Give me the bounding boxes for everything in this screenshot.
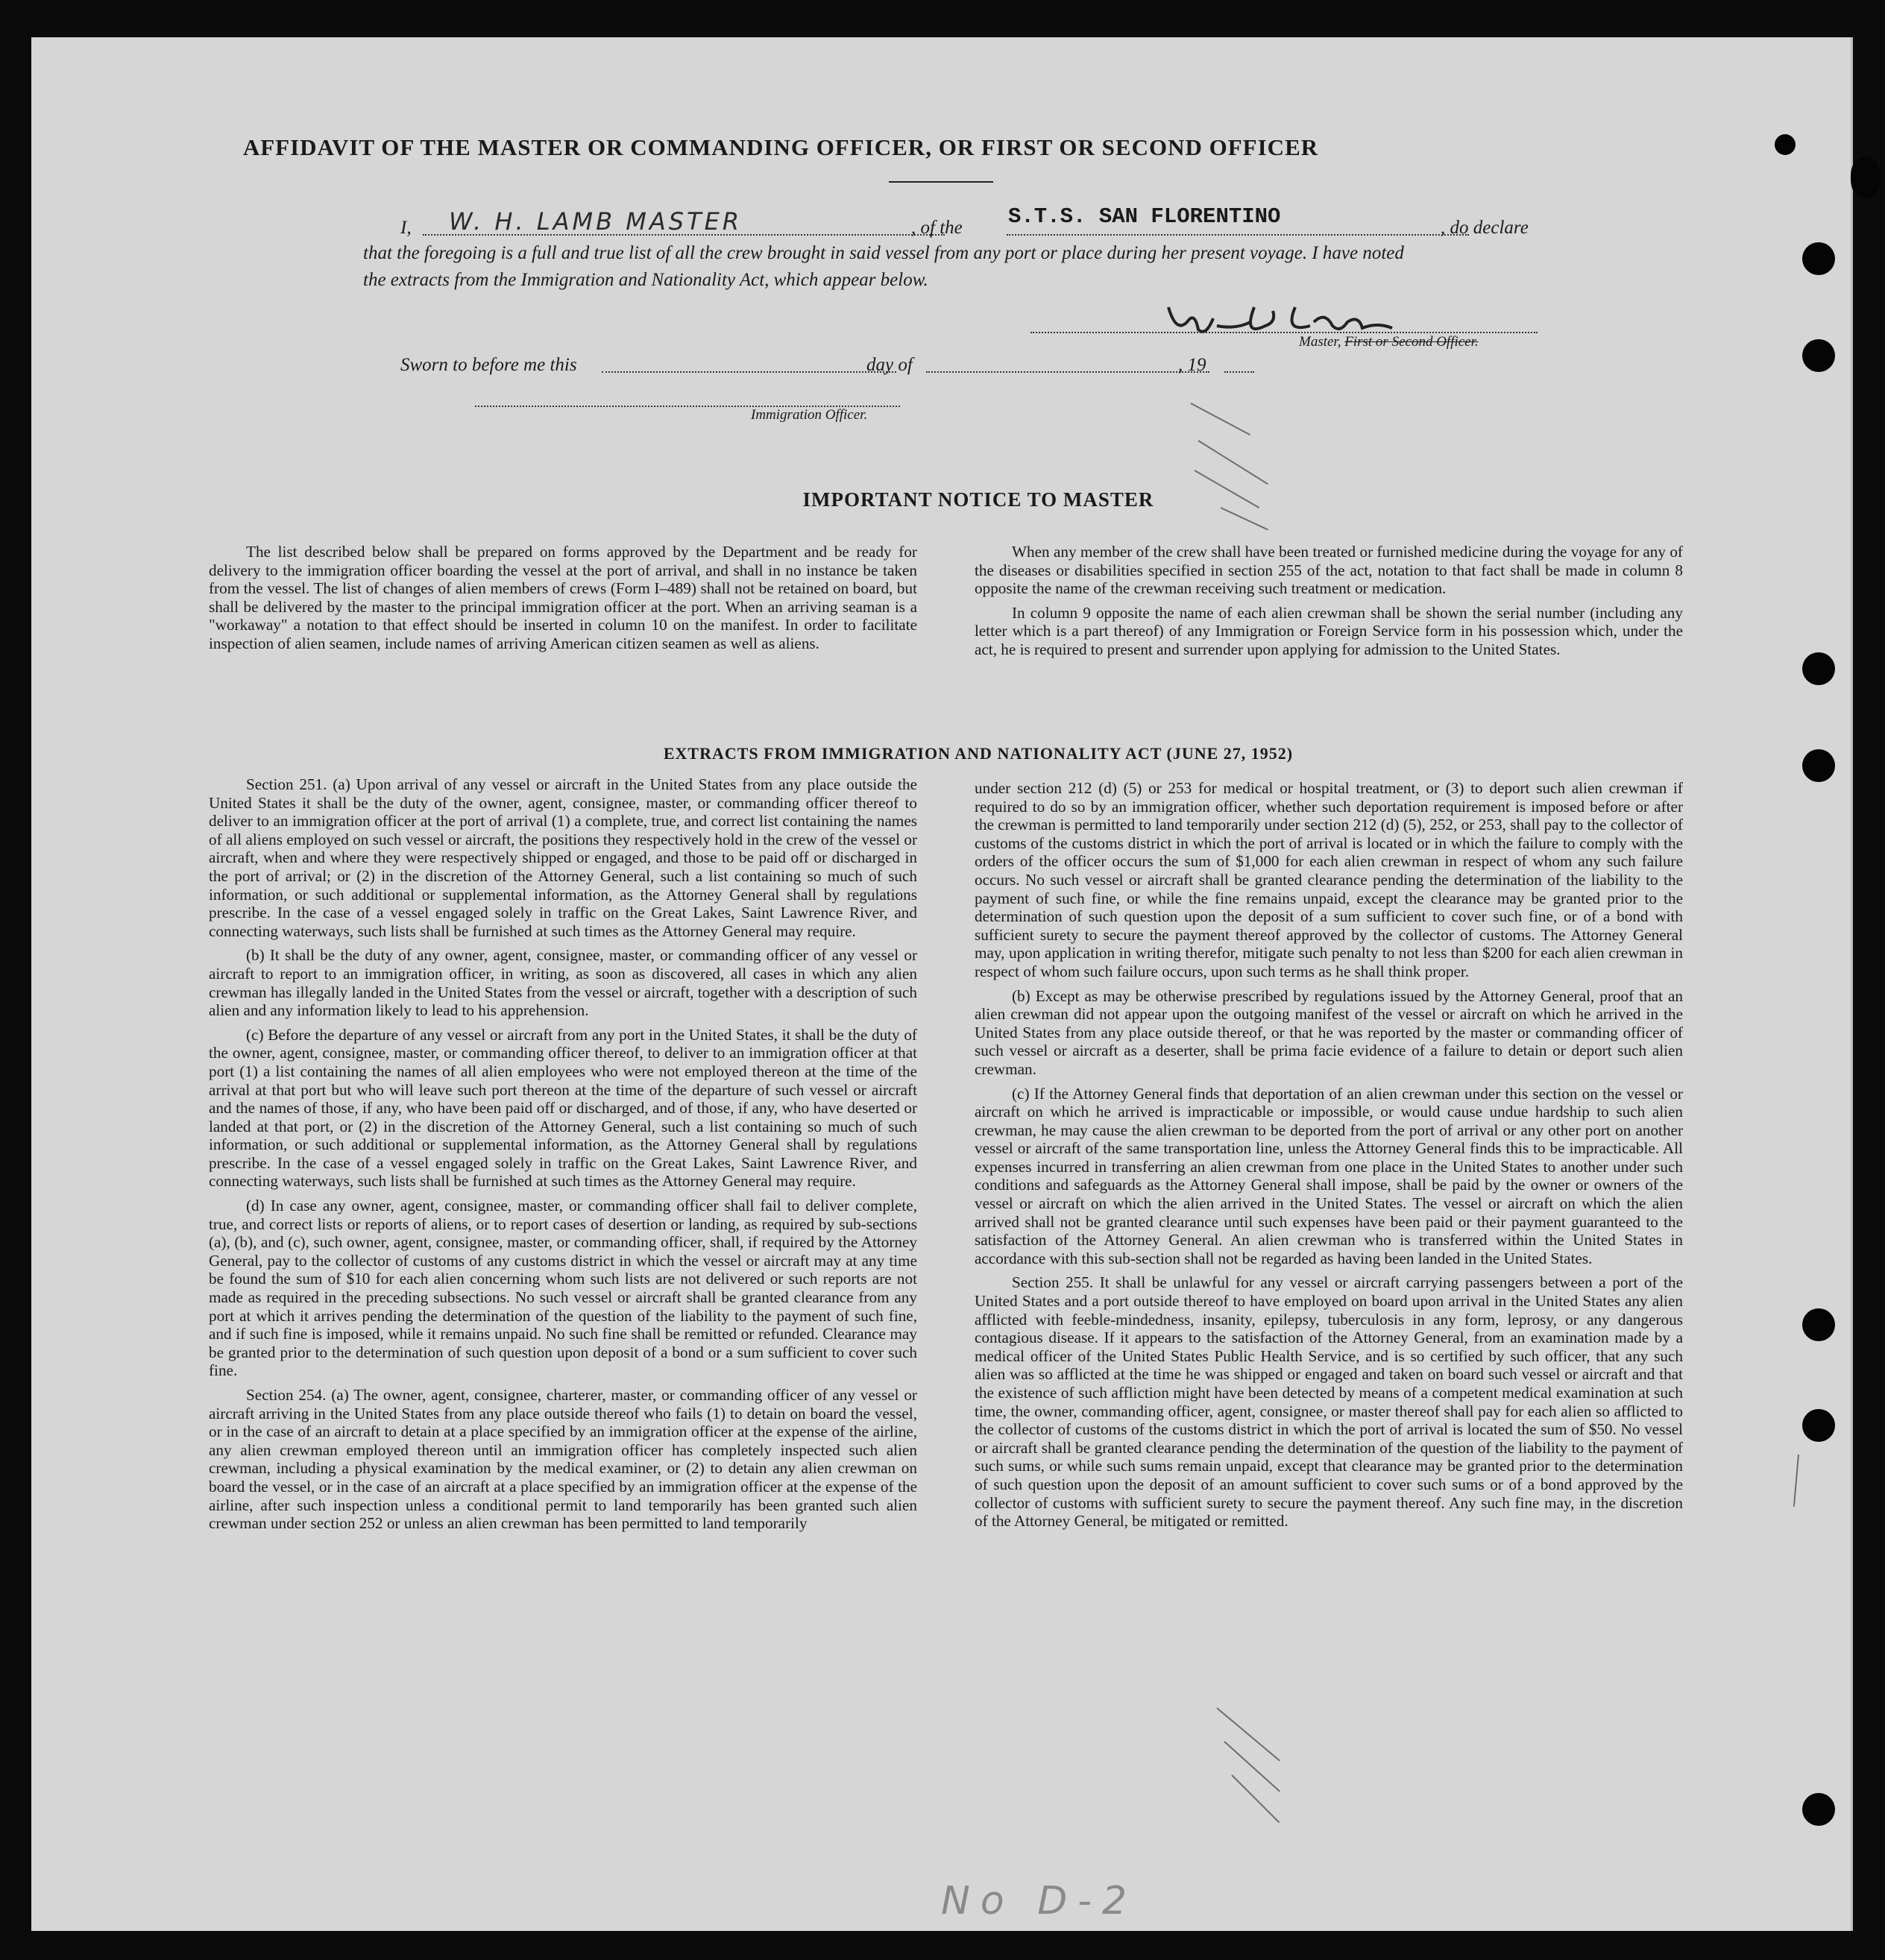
section-251-d: (d) In case any owner, agent, consignee, master, or commanding officer shall fail to deliver complete, true, and correct lists or reports of aliens, or to report cases of desertion or landing, as required by sub-sections (a), (b), and (c), such owner, agent, consignee, master, or commanding officer, shall, if required by the Attorney General, pay to the collector of customs of any customs district in which the vessel or aircraft may at any time be found the sum of $10 for each alien concerning whom such lists are not delivered or such reports are not made as required in the preceding subsections. No such vessel or aircraft shall be granted clearance from any port at which it arrives pending the determination of the question of the liability to the payment of such fine, and if such fine is imposed, while it remains unpaid. No such fine shall be remitted or refunded. Clearance may be granted prior to the determination of such question upon deposit of a bond or a sum sufficient to cover such fine. (209, 1197, 917, 1380)
master-name-handwritten: W. H. LAMB MASTER (449, 207, 743, 236)
of-the-text: , of the (911, 218, 963, 238)
notice-left-paragraph: The list described below shall be prepared on forms approved by the Department and be ready for delivery to the immigration officer boarding the vessel at the port of arrival, and shall in no instance be taken from the vessel. The list of changes of alien members of crews (Form I–489) shall not be retained on board, but shall be delivered by the master to the principal immigration officer at the port. When an arriving seaman is a "workaway" a notation to that effect should be inserted in column 10 on the manifest. In order to facilitate inspection of alien seamen, include names of arriving American citizen seamen as well as aliens. (209, 543, 917, 652)
section-255: Section 255. It shall be unlawful for any vessel or aircraft carrying passengers between a port of the United States and a port outside thereof to have employed on board upon arrival in the United States any alien afflicted with feeble-mindedness, insanity, epilepsy, tuberculosis in any form, leprosy, or any dangerous contagious disease. If it appears to the satisfaction of the Attorney General, from an examination made by a medical officer of the United States Public Health Service, and is so certified by such officer, that any such alien was so afflicted at the time he was shipped or engaged and taken on board such vessel or aircraft and that the existence of such affliction might have been detected by means of a competent medical examination at such time, the owner, commanding officer, agent, consignee, or master thereof shall pay for each alien so afflicted to the collector of customs of the customs district in which the port of arrival is located the sum of $50. No vessel or aircraft shall be granted clearance pending the determination of the question of the liability to the payment of such sums, or while such sums remain unpaid, except that clearance may be granted prior to the determination of such question upon the deposit of an amount sufficient to cover such sums or of a bond approved by the collector of customs with sufficient surety to secure the payment thereof. Any such fine may, in the discretion of the Attorney General, be mitigated or remitted. (975, 1273, 1683, 1531)
sworn-label: Sworn to before me this (400, 355, 577, 375)
notice-right-paragraph-2: In column 9 opposite the name of each alien crewman shall be shown the serial number (including any letter which is a part thereof) of any Immigration or Foreign Service form in his possession which, under the act, he is required to present and surrender upon applying for admission to the United States. (975, 603, 1683, 658)
do-declare-text: , do declare (1441, 218, 1529, 238)
punch-hole (1802, 339, 1835, 372)
signature-caption: Master, First or Second Officer. (1299, 334, 1479, 350)
pencil-mark (1793, 1455, 1799, 1507)
punch-hole (1802, 242, 1835, 275)
punch-hole (1802, 1793, 1835, 1826)
notice-right-paragraph-1: When any member of the crew shall have been treated or furnished medicine during the voyage for any of the diseases or disabilities specified in section 255 of the act, notation to that fact shall be made in column 8 opposite the name of the crewman receiving such treatment or medication. (975, 543, 1683, 598)
section-251-a: Section 251. (a) Upon arrival of any vessel or aircraft in the United States from any place outside the United States it shall be the duty of the owner, agent, consignee, master, or commanding officer thereof to deliver to an immigration officer at the port of arrival (1) a complete, true, and correct list containing the names of all aliens employed on such vessel or aircraft, the positions they respectively hold in the crew of the vessel or aircraft, when and where they were respectively shipped or engaged, and those to be paid off or discharged in the port of arrival; or (2) in the discretion of the Attorney General, such a list containing so much of such information, or such additional or supplemental information, as the Attorney General shall by regulations prescribe. In the case of a vessel engaged solely in traffic on the Great Lakes, Saint Lawrence River, and connecting waterways, such lists shall be furnished at such times as the Attorney General may require. (209, 775, 917, 940)
notice-left-column (209, 543, 917, 653)
affidavit-title: AFFIDAVIT OF THE MASTER OR COMMANDING OFFICER, OR FIRST OR SECOND OFFICER (242, 134, 1319, 160)
punch-hole (1802, 1308, 1835, 1341)
title-divider (889, 181, 993, 183)
notice-title: IMPORTANT NOTICE TO MASTER (802, 488, 1154, 511)
extracts-left-column (209, 775, 917, 1539)
punch-hole (1802, 652, 1835, 685)
year-label: , 19 (1178, 355, 1206, 375)
sworn-day-line (602, 370, 896, 373)
section-254-a-continued: under section 212 (d) (5) or 253 for medical or hospital treatment, or (3) to deport such alien crewman if required to do so by an immigration officer, whether such deportation requirement is imposed before or after the crewman is permitted to land temporarily under section 212 (d) (5), 252, or 253, shall pay to the collector of customs of the customs district in which the port of arrival is located or in which the failure to comply with the orders of the officer occurs the sum of $1,000 for each alien crewman in respect of whom any such failure occurs. No such vessel or aircraft shall be granted clearance pending the determination of the liability to the payment of such fine, or while the fine remains unpaid, except the clearance may be granted prior to the determination of such question upon the deposit of a sum sufficient to cover such fine, or of a bond with sufficient surety to secure the payment thereof approved by the collector of customs. The Attorney General may, upon application in writing therefor, mitigate such penalty to not less than $200 for each alien crewman in respect of whom such failure occurs, upon such terms as he shall think proper. (975, 779, 1683, 980)
pencil-mark (1191, 403, 1250, 435)
declaration-line-3: the extracts from the Immigration and Nationality Act, which appear below. (363, 270, 928, 290)
notice-right-column (975, 543, 1683, 665)
document-page (31, 37, 1853, 1931)
pencil-mark (1231, 1774, 1280, 1823)
day-of-label: day of (866, 355, 913, 375)
section-254-a: Section 254. (a) The owner, agent, consignee, charterer, master, or commanding officer of any vessel or aircraft arriving in the United States from any place outside thereof who fails (1) to detain on board the vessel, or in the case of an aircraft to detain at a place specified by an immigration officer at the expense of the airline, any alien crewman employed thereon until an immigration officer has completely inspected such alien crewman, including a physical examination by the medical examiner, or (2) to detain any alien crewman on board the vessel, or in the case of an aircraft at a place specified by an immigration officer at the expense of the airline, after such inspection unless a conditional permit to land temporarily has been granted such alien crewman under section 252 or unless an alien crewman has been permitted to land temporarily (209, 1386, 917, 1533)
section-251-c: (c) Before the departure of any vessel or aircraft from any port in the United States, it shall be the duty of the owner, agent, consignee, master, or commanding officer thereof, to deliver to an immigration officer at that port (1) a list containing the names of all alien employees who were not employed thereon at the time of the arrival at that port but who will leave such port thereon at the time of the departure of such vessel or aircraft and the names of those, if any, who have been paid off or discharged, and of those, if any, who have deserted or landed at that port, or (2) in the discretion of the Attorney General, such a list containing so much of such information, or such additional or supplemental information, as the Attorney General shall by regulations prescribe. In the case of a vessel engaged solely in traffic on the Great Lakes, Saint Lawrence River, and connecting waterways, such lists shall be furnished at such times as the Attorney General may require. (209, 1025, 917, 1191)
section-254-c: (c) If the Attorney General finds that deportation of an alien crewman under this section on the vessel or aircraft on which he arrived is impracticable or impossible, or would cause undue hardship to such alien crewman, he may cause the alien crewman to be deported from the port of arrival or any other port on another vessel or aircraft of the same transportation line, unless the Attorney General finds this to be impracticable. All expenses incurred in transferring an alien crewman from one place in the United States to another under such conditions and safeguards as the Attorney General shall impose, shall be paid by the owner or owners of the vessel or aircraft on which the alien arrived in the United States. The vessel or aircraft on which the alien arrived shall not be granted clearance until such expenses have been paid or their payment guaranteed to the satisfaction of the Attorney General. An alien crewman who is transferred within the United States in accordance with this sub-section shall not be regarded as having been landed in the United States. (975, 1084, 1683, 1267)
punch-hole (1775, 134, 1796, 155)
sworn-month-line (926, 370, 1209, 373)
section-251-b: (b) It shall be the duty of any owner, agent, consignee, master, or commanding officer of any vessel or aircraft to report to an immigration officer, in writing, as soon as discovered, all cases in which any alien crewman has illegally landed in the United States from the vessel or aircraft, together with a description of such alien and any information likely to lead to his apprehension. (209, 946, 917, 1020)
extracts-title: EXTRACTS FROM IMMIGRATION AND NATIONALITY ACT (JUNE 27, 1952) (663, 744, 1294, 763)
punch-hole (1802, 749, 1835, 782)
vessel-dotted-line (1007, 233, 1469, 236)
section-254-b: (b) Except as may be otherwise prescribed by regulations issued by the Attorney General, proof that an alien crewman did not appear upon the outgoing manifest of the vessel or aircraft on which he arrived in the United States from any place outside thereof, or that he was reported by the master or commanding officer of such vessel or aircraft as a deserter, shall be prima facie evidence of a failure to detain or deport such alien crewman. (975, 986, 1683, 1078)
officer-caption: Immigration Officer. (751, 407, 868, 423)
pencil-note: No D-2 (941, 1879, 1138, 1923)
vessel-name: S.T.S. SAN FLORENTINO (1008, 204, 1281, 229)
pencil-mark (1224, 1741, 1280, 1792)
signature-dotted-line (1030, 330, 1538, 333)
punch-hole (1802, 1409, 1835, 1442)
declaration-prefix: I, (400, 218, 412, 238)
extracts-right-column (975, 779, 1683, 1537)
year-line (1224, 370, 1254, 373)
declaration-line-2: that the foregoing is a full and true list of all the crew brought in said vessel from any port or place during her present voyage. I have noted (363, 243, 1404, 263)
pencil-mark (1216, 1707, 1280, 1761)
punch-hole (1851, 157, 1881, 198)
